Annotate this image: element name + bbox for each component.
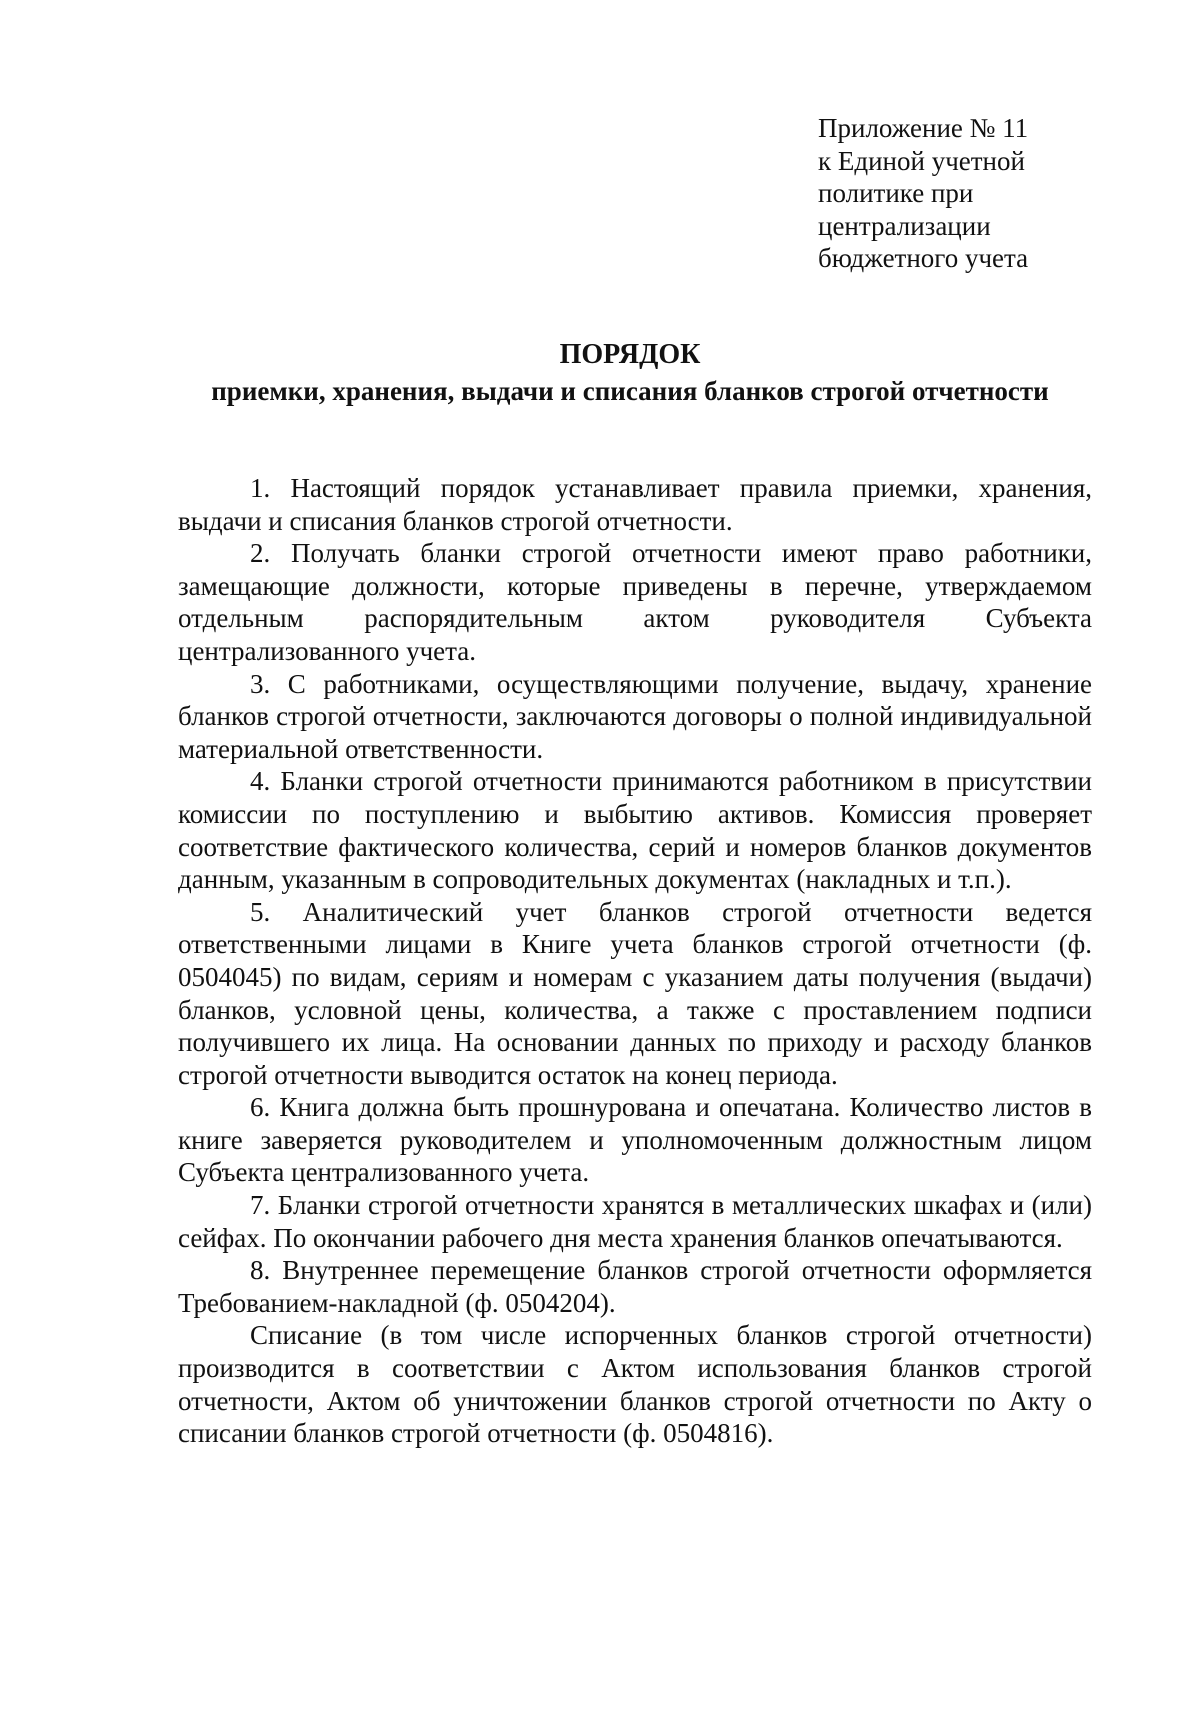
paragraph-write-off: Списание (в том числе испорченных бланков строгой отчетности) производится в соответствии с Актом использования бланков строгой отчетности, Актом об уничтожении бланков строгой отчетности по Акту о списании бланков строгой отчетности (ф. 0504816). bbox=[178, 1320, 1092, 1449]
paragraph-1: 1. Настоящий порядок устанавливает правила приемки, хранения, выдачи и списания бланков строгой отчетности. bbox=[178, 473, 1092, 536]
paragraph-5: 5. Аналитический учет бланков строгой отчетности ведется ответственными лицами в Книге учета бланков строгой отчетности (ф. 0504045) по видам, сериям и номерам с указанием даты получения (выдачи) бланков, условной цены, количества, а также с проставлением подписи получившего их лица. На основании данных по приходу и расходу бланков строгой отчетности выводится остаток на конец периода. bbox=[178, 896, 1092, 1090]
paragraph-6: 6. Книга должна быть прошнурована и опечатана. Количество листов в книге заверяется руководителем и уполномоченным должностным лицом Субъекта централизованного учета. bbox=[178, 1092, 1092, 1188]
document-body bbox=[178, 472, 1092, 1450]
paragraph-3: 3. С работниками, осуществляющими получение, выдачу, хранение бланков строгой отчетности, заключаются договоры о полной индивидуальной материальной ответственности. bbox=[178, 668, 1092, 764]
appendix-line: политике при bbox=[818, 178, 974, 208]
document-subtitle: приемки, хранения, выдачи и списания бланков строгой отчетности bbox=[211, 376, 1049, 406]
paragraph-7: 7. Бланки строгой отчетности хранятся в металлических шкафах и (или) сейфах. По окончании рабочего дня места хранения бланков опечатываются. bbox=[178, 1190, 1092, 1253]
paragraph-2: 2. Получать бланки строгой отчетности имеют право работники, замещающие должности, которые приведены в перечне, утверждаемом отдельным распорядительным актом руководителя Субъекта централизованного учета. bbox=[178, 538, 1092, 666]
document-title: ПОРЯДОК bbox=[559, 339, 701, 370]
appendix-line: бюджетного учета bbox=[818, 243, 1029, 273]
appendix-line: Приложение № 11 bbox=[818, 113, 1029, 143]
appendix-line: централизации bbox=[818, 210, 991, 241]
paragraph-4: 4. Бланки строгой отчетности принимаются работником в присутствии комиссии по поступлению и выбытию активов. Комиссия проверяет соответствие фактического количества, серий и номеров бланков документов данным, указанным в сопроводительных документах (накладных и т.п.). bbox=[178, 766, 1092, 895]
appendix-line: к Единой учетной bbox=[818, 145, 1025, 176]
appendix-note bbox=[818, 112, 1118, 275]
paragraph-8: 8. Внутреннее перемещение бланков строгой отчетности оформляется Требованием-накладной (ф. 0504204). bbox=[178, 1255, 1092, 1318]
